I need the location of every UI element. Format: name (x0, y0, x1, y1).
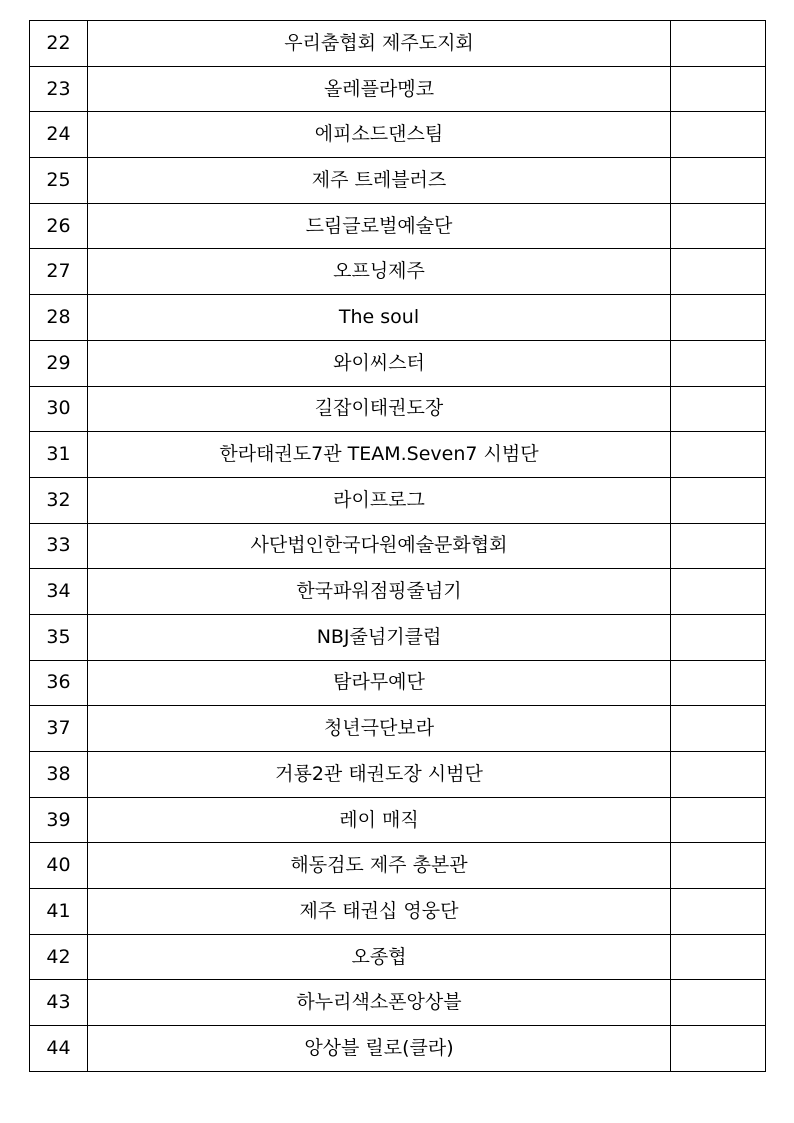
note-cell (671, 797, 766, 843)
note-cell (671, 889, 766, 935)
row-number-cell: 24 (30, 112, 88, 158)
row-number-cell: 25 (30, 158, 88, 204)
team-name-cell: 청년극단보라 (88, 706, 671, 752)
note-cell (671, 21, 766, 67)
row-number-cell: 34 (30, 569, 88, 615)
team-name-cell: The soul (88, 295, 671, 341)
team-name-cell: 드림글로벌예술단 (88, 203, 671, 249)
table-row (30, 203, 766, 249)
table-row (30, 889, 766, 935)
team-name-cell: 제주 태권십 영웅단 (88, 889, 671, 935)
team-name-cell: 해동검도 제주 총본관 (88, 843, 671, 889)
row-number-cell: 30 (30, 386, 88, 432)
team-name-cell: 올레플라멩코 (88, 66, 671, 112)
note-cell (671, 432, 766, 478)
table-row (30, 158, 766, 204)
row-number-cell: 29 (30, 340, 88, 386)
table-row (30, 112, 766, 158)
row-number-cell: 23 (30, 66, 88, 112)
table-row (30, 797, 766, 843)
note-cell (671, 66, 766, 112)
note-cell (671, 477, 766, 523)
row-number-cell: 31 (30, 432, 88, 478)
table-row (30, 569, 766, 615)
table-row (30, 432, 766, 478)
note-cell (671, 203, 766, 249)
row-number-cell: 27 (30, 249, 88, 295)
row-number-cell: 28 (30, 295, 88, 341)
team-name-cell: 레이 매직 (88, 797, 671, 843)
note-cell (671, 569, 766, 615)
note-cell (671, 660, 766, 706)
table-row (30, 934, 766, 980)
note-cell (671, 843, 766, 889)
table-row (30, 614, 766, 660)
table-row (30, 249, 766, 295)
table-row (30, 386, 766, 432)
team-roster-table (29, 20, 766, 1072)
table-row (30, 660, 766, 706)
team-name-cell: NBJ줄넘기클럽 (88, 614, 671, 660)
table-row (30, 843, 766, 889)
row-number-cell: 26 (30, 203, 88, 249)
team-name-cell: 한국파워점핑줄넘기 (88, 569, 671, 615)
team-name-cell: 사단법인한국다원예술문화협회 (88, 523, 671, 569)
team-name-cell: 오종협 (88, 934, 671, 980)
note-cell (671, 1026, 766, 1072)
note-cell (671, 614, 766, 660)
note-cell (671, 980, 766, 1026)
row-number-cell: 41 (30, 889, 88, 935)
row-number-cell: 42 (30, 934, 88, 980)
note-cell (671, 249, 766, 295)
note-cell (671, 386, 766, 432)
row-number-cell: 39 (30, 797, 88, 843)
table-row (30, 295, 766, 341)
roster-body (30, 21, 766, 1072)
team-name-cell: 길잡이태권도장 (88, 386, 671, 432)
table-row (30, 706, 766, 752)
note-cell (671, 706, 766, 752)
row-number-cell: 37 (30, 706, 88, 752)
team-name-cell: 탐라무예단 (88, 660, 671, 706)
team-name-cell: 거룡2관 태권도장 시범단 (88, 752, 671, 798)
note-cell (671, 752, 766, 798)
row-number-cell: 44 (30, 1026, 88, 1072)
table-row (30, 477, 766, 523)
team-name-cell: 한라태권도7관 TEAM.Seven7 시범단 (88, 432, 671, 478)
row-number-cell: 33 (30, 523, 88, 569)
note-cell (671, 340, 766, 386)
team-name-cell: 제주 트레블러즈 (88, 158, 671, 204)
note-cell (671, 295, 766, 341)
note-cell (671, 934, 766, 980)
note-cell (671, 523, 766, 569)
team-name-cell: 와이씨스터 (88, 340, 671, 386)
row-number-cell: 43 (30, 980, 88, 1026)
note-cell (671, 158, 766, 204)
team-name-cell: 앙상블 릴로(클라) (88, 1026, 671, 1072)
table-row (30, 1026, 766, 1072)
document-page (29, 20, 765, 1072)
table-row (30, 752, 766, 798)
table-row (30, 66, 766, 112)
row-number-cell: 40 (30, 843, 88, 889)
note-cell (671, 112, 766, 158)
team-name-cell: 오프닝제주 (88, 249, 671, 295)
team-name-cell: 우리춤협회 제주도지회 (88, 21, 671, 67)
row-number-cell: 22 (30, 21, 88, 67)
row-number-cell: 38 (30, 752, 88, 798)
team-name-cell: 라이프로그 (88, 477, 671, 523)
row-number-cell: 35 (30, 614, 88, 660)
table-row (30, 21, 766, 67)
table-row (30, 980, 766, 1026)
table-row (30, 523, 766, 569)
row-number-cell: 36 (30, 660, 88, 706)
table-row (30, 340, 766, 386)
row-number-cell: 32 (30, 477, 88, 523)
team-name-cell: 에피소드댄스팀 (88, 112, 671, 158)
team-name-cell: 하누리색소폰앙상블 (88, 980, 671, 1026)
